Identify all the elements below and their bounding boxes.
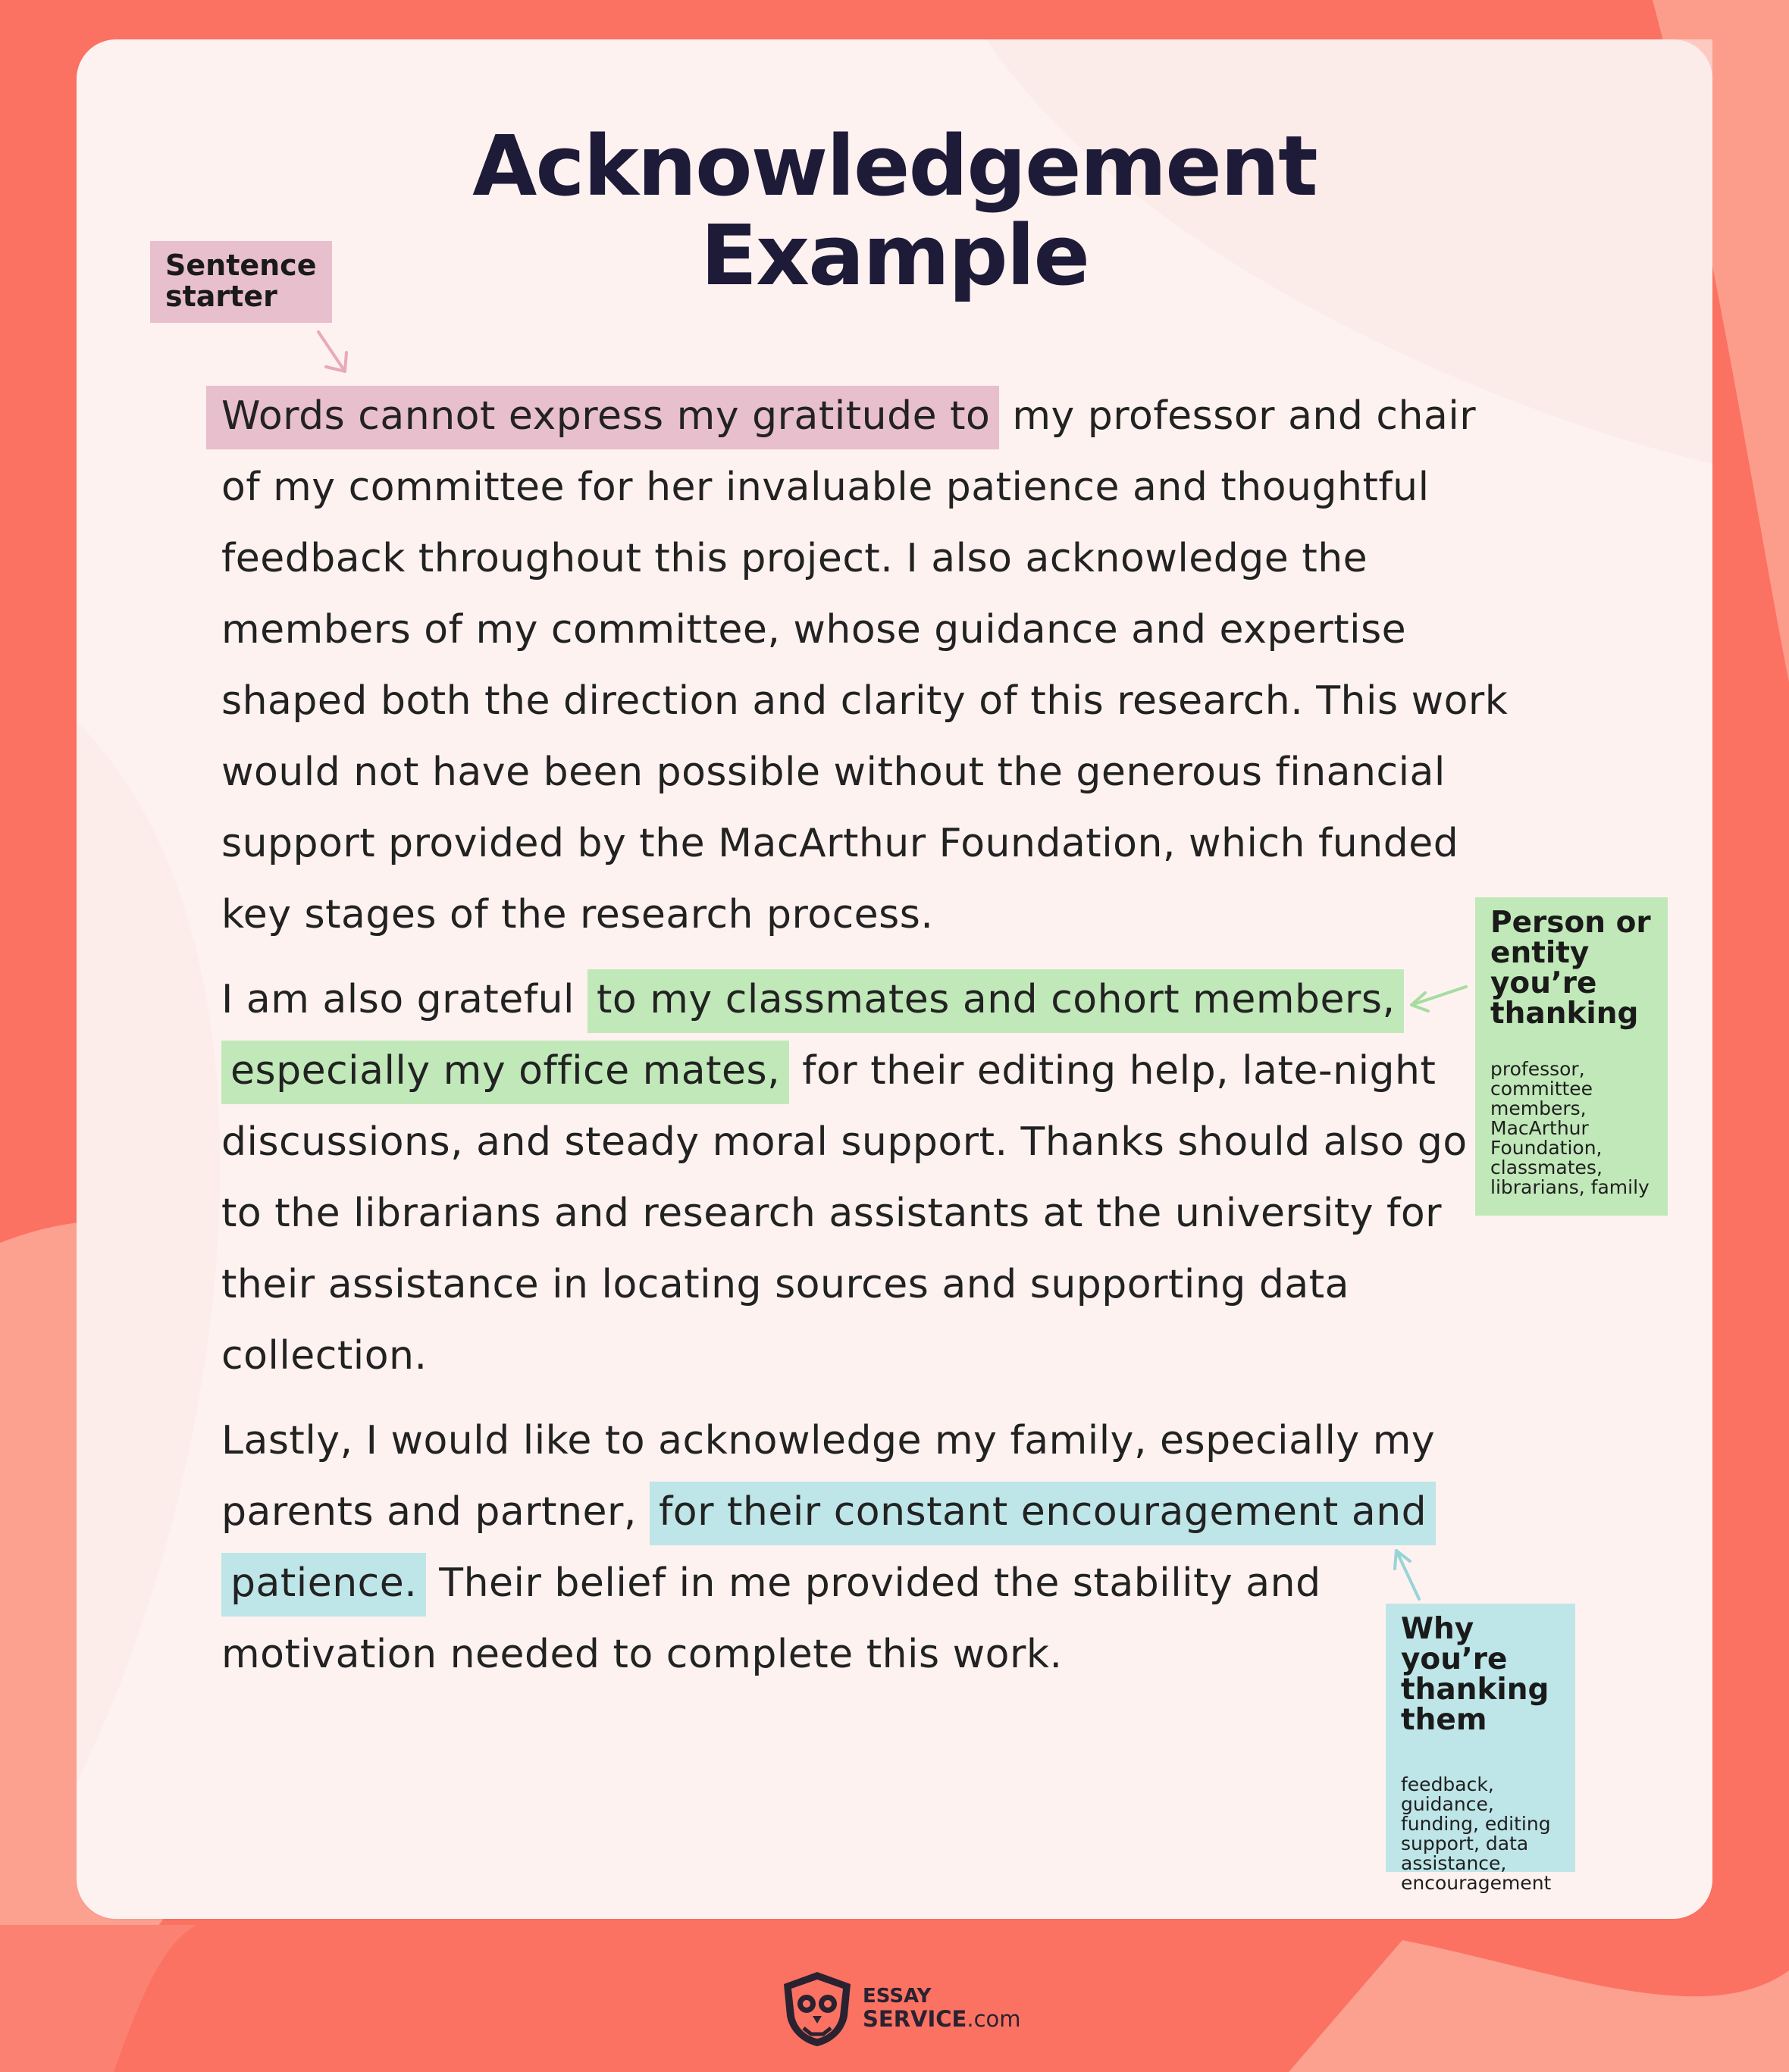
paragraph-1 xyxy=(221,380,1510,950)
paragraph-2-intro: I am also grateful xyxy=(221,977,588,1022)
brand-line-2 xyxy=(863,2007,1021,2031)
sentence-starter-label xyxy=(150,241,332,323)
brand-wordmark xyxy=(863,1986,1021,2031)
sentence-starter-label-title: Sentence starter xyxy=(165,249,317,313)
person-label-title: Person or entity you’re thanking xyxy=(1490,906,1651,1031)
paragraph-3 xyxy=(221,1405,1510,1690)
person-label-examples: professor, committee members, MacArthur Foundation, classmates, librarians, family xyxy=(1490,1058,1650,1198)
brand-suffix: .com xyxy=(967,2006,1021,2032)
brand-line-1: ESSAY xyxy=(863,1985,932,2008)
title-line-2: Example xyxy=(700,207,1089,304)
reason-highlight: for their constant encouragement and patience. xyxy=(221,1482,1436,1617)
paragraph-2-text: for their editing help, late-night discussions, and steady moral support. Thanks should also go to the librarians and research assistants at the university for their assistance in locating sources and supporting data collection. xyxy=(221,1048,1468,1379)
owl-icon xyxy=(778,1969,857,2048)
page-title xyxy=(288,117,1501,304)
why-label-examples: feedback, guidance, funding, editing support, data assistance, encouragement xyxy=(1401,1773,1552,1894)
brand-logo[interactable] xyxy=(778,1969,1021,2052)
title-line-1: Acknowledgement xyxy=(472,117,1317,214)
sentence-starter-highlight: Words cannot express my gratitude to xyxy=(206,386,999,449)
paragraph-3-text: Their belief in me provided the stability and motivation needed to complete this work. xyxy=(221,1560,1321,1677)
paragraph-1-text: my professor and chair of my committee for her invaluable patience and thoughtful feedback throughout this project. I also acknowledge the members of my committee, whose guidance and expertise shaped both the direction and clarity of this research. This work would not have been possible without the generous financial support provided by the MacArthur Foundation, which funded key stages of the research process. xyxy=(221,393,1509,937)
brand-name: SERVICE xyxy=(863,2006,967,2032)
paragraph-2 xyxy=(221,964,1510,1391)
why-label-title: Why you’re thanking them xyxy=(1401,1612,1549,1737)
acknowledgement-body xyxy=(221,380,1510,1690)
person-highlight: to my classmates and cohort members, especially my office mates, xyxy=(221,969,1404,1104)
paragraph-3-intro: Lastly, I would like to acknowledge my family, especially my parents and partner, xyxy=(221,1418,1436,1535)
